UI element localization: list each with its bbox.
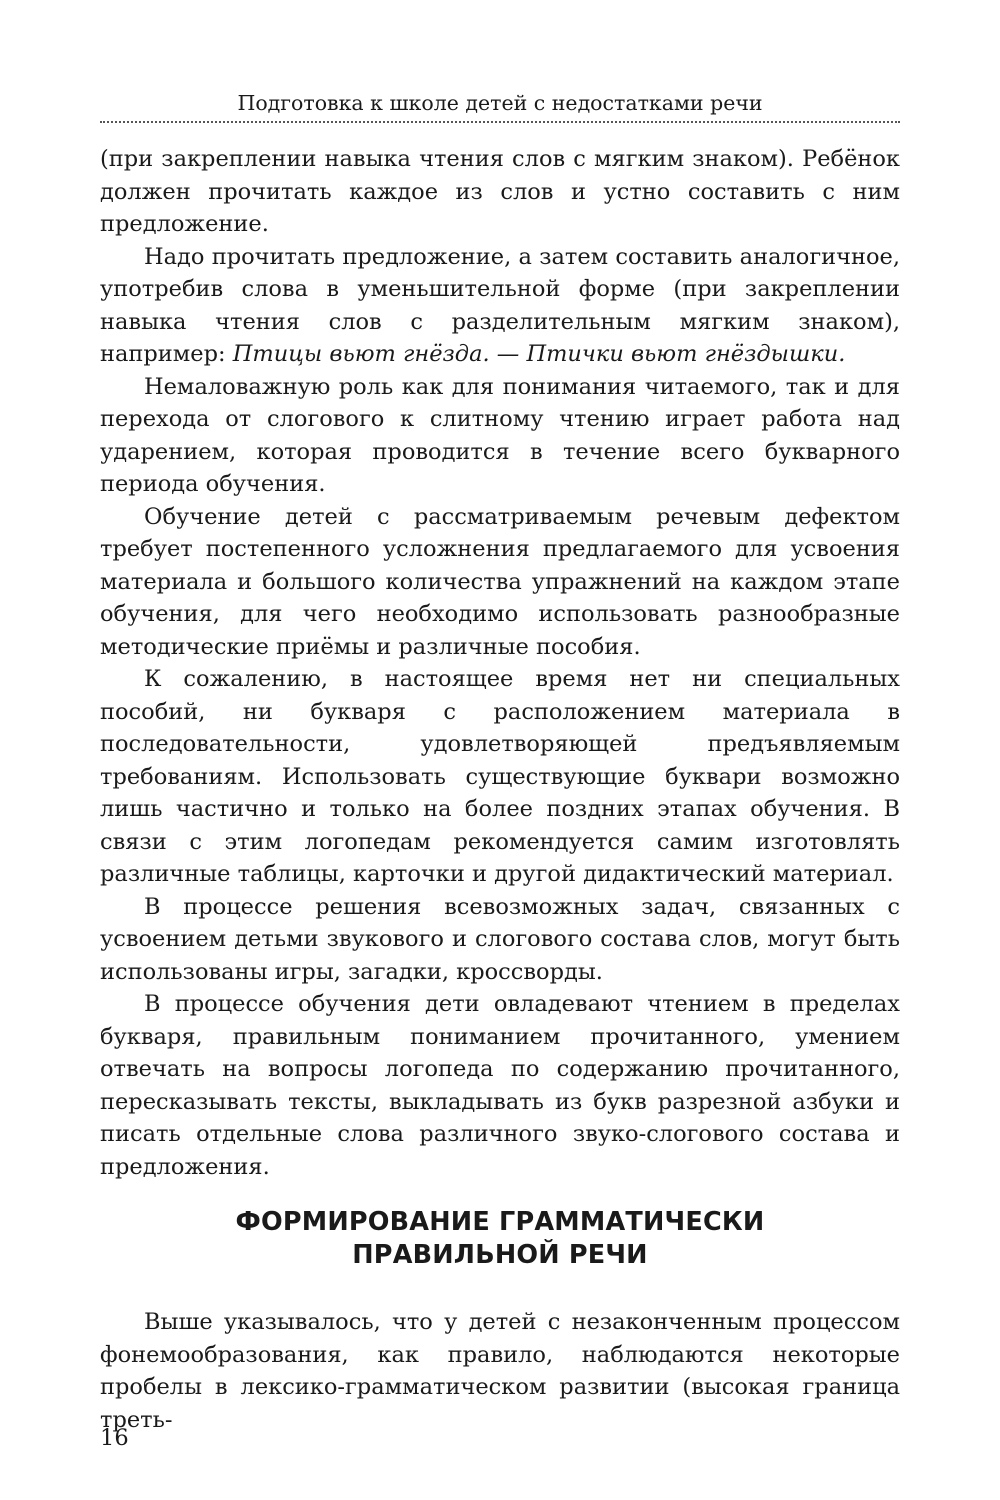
paragraph-with-example [100,241,900,371]
paragraph-text: Надо прочитать предложение, а затем составить аналогичное, употребив слова в уменьшительной форме (при закреплении навыка чтения слов с разделительным мягким знаком), например: [100,243,900,367]
italic-example: Птицы вьют гнёзда. — Птички вьют гнёздышки. [232,341,846,367]
paragraph: Немаловажную роль как для понимания читаемого, так и для перехода от слогового к слитному чтению играет работа над ударением, которая проводится в течение всего букварного периода обучения. [100,373,900,497]
section-heading-line-2: ПРАВИЛЬНОЙ РЕЧИ [352,1240,648,1270]
section-body-text [100,1306,900,1436]
paragraph: Обучение детей с рассматриваемым речевым дефектом требует постепенного усложнения предлагаемого для усвоения материала и большого количества упражнений на каждом этапе обучения, для чего необходимо использовать разнообразные методические приёмы и различные пособия. [100,503,900,660]
running-head-rule [100,121,900,123]
section-heading-line-1: ФОРМИРОВАНИЕ ГРАММАТИЧЕСКИ [235,1207,765,1237]
body-text [100,143,900,1183]
paragraph: В процессе решения всевозможных задач, связанных с усвоением детьми звукового и слогового состава слов, могут быть использованы игры, загадки, кроссворды. [100,893,900,985]
paragraph: Выше указывалось, что у детей с незаконченным процессом фонемообразования, как правило, наблюдаются некоторые пробелы в лексико-грамматическом развитии (высокая граница треть- [100,1309,900,1433]
running-head: Подготовка к школе детей с недостатками речи [237,91,763,115]
section-heading [100,1206,900,1272]
page-number: 16 [100,1425,129,1451]
paragraph-continued: (при закреплении навыка чтения слов с мягким знаком). Ребёнок должен прочитать каждое из слов и устно составить с ним предложение. [100,146,900,237]
paragraph: К сожалению, в настоящее время нет ни специальных пособий, ни букваря с расположением материала в последовательности, удовлетворяющей предъявляемым требованиям. Использовать существующие буквари возможно лишь частично и только на более поздних этапах обучения. В связи с этим логопедам рекомендуется самим изготовлять различные таблицы, карточки и другой дидактический материал. [100,666,900,887]
paragraph: В процессе обучения дети овладевают чтением в пределах букваря, правильным пониманием прочитанного, умением отвечать на вопросы логопеда по содержанию прочитанного, пересказывать тексты, выкладывать из букв разрезной азбуки и писать отдельные слова различного звуко-слогового состава и предложения. [100,991,900,1180]
